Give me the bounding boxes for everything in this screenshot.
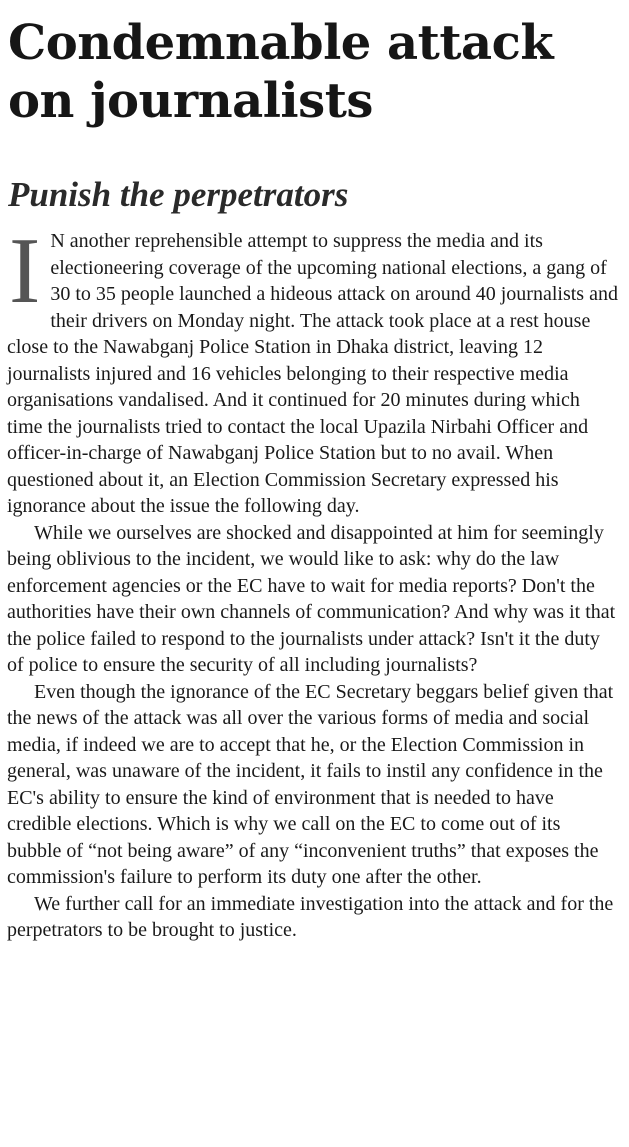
paragraph-4: We further call for an immediate investigation into the attack and for the perpetrators to be brought to justice. bbox=[7, 892, 614, 941]
paragraph-1-text: N another reprehensible attempt to suppress the media and its electioneering coverage of the upcoming national elections, a gang of 30 to 35 people launched a hideous attack on around 40 journalists and their drivers on Monday night. The attack took place at a rest house close to the Nawabganj Police Station in Dhaka district, leaving 12 journalists injured and 16 vehicles belonging to their respective media organisations vandalised. And it continued for 20 minutes during which time the journalists tried to contact the local Upazila Nirbahi Officer and officer-in-charge of Nawabganj Police Station but to no avail. When questioned about it, an Election Commission Secretary expressed his ignorance about the issue the following day. bbox=[7, 230, 618, 517]
headline: Condemnable attack on journalists bbox=[8, 15, 554, 129]
subheadline: Punish the perpetrators bbox=[8, 175, 349, 214]
article-body bbox=[7, 219, 619, 944]
paragraph-3: Even though the ignorance of the EC Secretary beggars belief given that the news of the attack was all over the various forms of media and social media, if indeed we are to accept that he, or the Election Commission in general, was unaware of the incident, it fails to instil any confidence in the EC's ability to ensure the kind of environment that is needed to have credible elections. Which is why we call on the EC to come out of its bubble of “not being aware” of any “inconvenient truths” that exposes the commission's failure to perform its duty one after the other. bbox=[7, 680, 614, 888]
paragraph-1 bbox=[7, 219, 619, 520]
paragraph-2: While we ourselves are shocked and disappointed at him for seemingly being oblivious to the incident, we would like to ask: why do the law enforcement agencies or the EC have to wait for media reports? Don't the authorities have their own channels of communication? And why was it that the police failed to respond to the journalists under attack? Isn't it the duty of police to ensure the security of all including journalists? bbox=[7, 521, 616, 676]
drop-cap: I bbox=[9, 219, 41, 323]
